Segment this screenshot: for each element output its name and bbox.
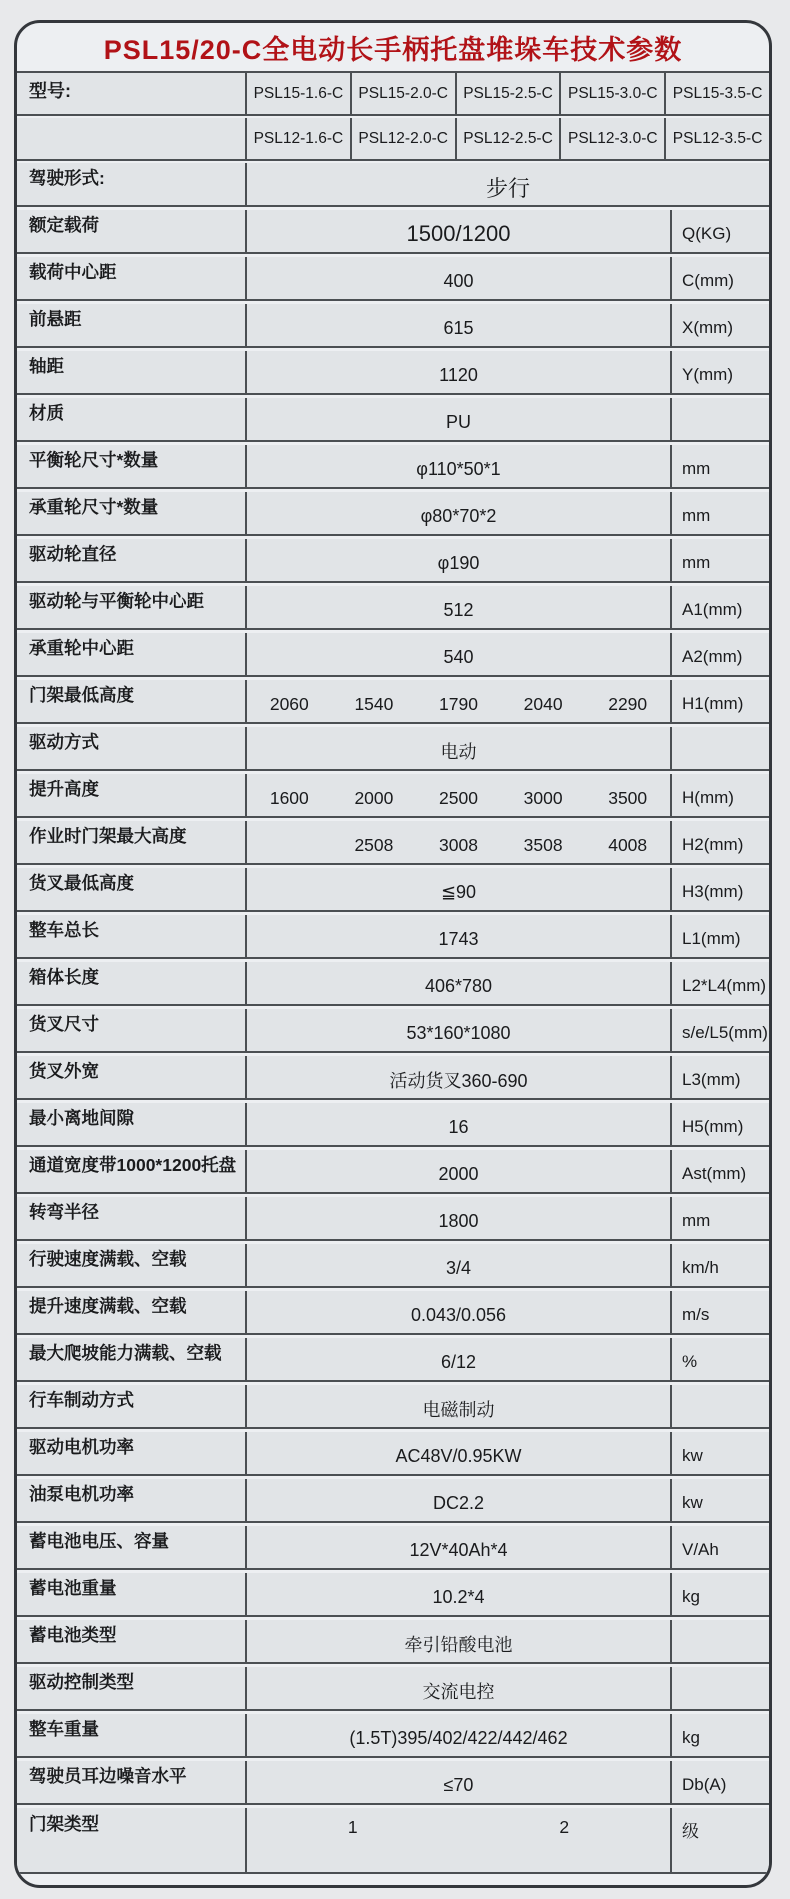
spec-label: 通道宽度带1000*1200托盘 [29,1155,237,1175]
spec-label: 转弯半径 [29,1202,99,1222]
model-cell: PSL12-2.0-C [350,118,455,159]
spec-unit: kg [670,1573,769,1615]
spec-row [17,821,769,865]
spec-row [17,1291,769,1335]
spec-unit: L3(mm) [670,1056,769,1098]
spec-unit: A2(mm) [670,633,769,675]
spec-row [17,1526,769,1570]
spec-value: 400 [245,257,670,299]
value-slot: 1540 [354,693,394,714]
spec-unit: kw [670,1479,769,1521]
spec-label: 货叉尺寸 [29,1014,99,1034]
spec-unit: A1(mm) [670,586,769,628]
value-slot: 3500 [608,787,648,808]
spec-unit: mm [670,492,769,534]
spec-row [17,492,769,536]
spec-value: 406*780 [245,962,670,1004]
model-cell: PSL15-3.0-C [559,73,664,114]
model-header-label: 型号: [29,81,71,101]
model-cell: PSL15-2.0-C [350,73,455,114]
spec-row [17,1573,769,1617]
spec-unit: H3(mm) [670,868,769,910]
spec-row [17,1009,769,1053]
spec-value: AC48V/0.95KW [245,1432,670,1474]
spec-unit: H2(mm) [670,821,769,863]
spec-unit: s/e/L5(mm) [670,1009,769,1051]
spec-row [17,1432,769,1476]
spec-value: 6/12 [245,1338,670,1380]
spec-row [17,398,769,442]
spec-label: 驱动电机功率 [29,1437,134,1457]
spec-row [17,1150,769,1194]
spec-value: 0.043/0.056 [245,1291,670,1333]
spec-value [245,1808,670,1872]
value-slot: 3008 [439,834,478,855]
spec-value: DC2.2 [245,1479,670,1521]
spec-row [17,1479,769,1523]
spec-value: 交流电控 [245,1667,670,1709]
model-header-label-empty [17,118,245,159]
spec-value: 电磁制动 [245,1385,670,1427]
spec-value: ≦90 [245,868,670,910]
spec-label: 蓄电池电压、容量 [29,1531,169,1551]
spec-row [17,304,769,348]
value-slot: 2508 [354,834,394,855]
spec-value: 10.2*4 [245,1573,670,1615]
spec-row [17,539,769,583]
spec-label: 最小离地间隙 [29,1108,134,1128]
spec-unit: mm [670,1197,769,1239]
value-slot: 2 [559,1817,570,1837]
spec-label: 驱动方式 [29,732,99,752]
spec-unit: X(mm) [670,304,769,346]
spec-unit: % [670,1338,769,1380]
spec-label: 额定载荷 [29,215,99,235]
spec-row [17,1103,769,1147]
spec-unit: kw [670,1432,769,1474]
spec-unit: V/Ah [670,1526,769,1568]
spec-row [17,1197,769,1241]
spec-label: 油泵电机功率 [29,1484,134,1504]
spec-value: 12V*40Ah*4 [245,1526,670,1568]
spec-label: 提升速度满载、空载 [29,1296,187,1316]
spec-unit: mm [670,445,769,487]
spec-row [17,727,769,771]
spec-row [17,1714,769,1758]
spec-unit: C(mm) [670,257,769,299]
spec-label: 行车制动方式 [29,1390,134,1410]
spec-unit: mm [670,539,769,581]
spec-label: 提升高度 [29,779,99,799]
spec-sheet-card [14,20,772,1888]
spec-row [17,680,769,724]
spec-unit: Ast(mm) [670,1150,769,1192]
spec-value: 步行 [245,163,769,205]
spec-row [17,445,769,489]
spec-label: 整车总长 [29,920,99,940]
value-slot: 2000 [354,787,394,808]
spec-row [17,1761,769,1805]
spec-row [17,163,769,207]
spec-unit: L1(mm) [670,915,769,957]
spec-label: 轴距 [29,356,64,376]
spec-label: 材质 [29,403,64,423]
value-slot: 1 [347,1817,358,1837]
spec-label: 蓄电池类型 [29,1625,117,1645]
spec-row [17,1808,769,1874]
spec-row [17,915,769,959]
spec-label: 承重轮尺寸*数量 [29,497,159,517]
spec-row [17,962,769,1006]
spec-label: 货叉外宽 [29,1061,99,1081]
spec-value: φ190 [245,539,670,581]
spec-row [17,868,769,912]
model-cell: PSL12-3.0-C [559,118,664,159]
spec-label: 载荷中心距 [29,262,117,282]
spec-label: 最大爬坡能力满载、空载 [29,1343,222,1363]
spec-unit: km/h [670,1244,769,1286]
spec-value: φ80*70*2 [245,492,670,534]
spec-value: 16 [245,1103,670,1145]
spec-label: 前悬距 [29,309,82,329]
value-slot: 2290 [608,693,648,714]
value-slot: 2040 [523,693,563,714]
spec-value: 53*160*1080 [245,1009,670,1051]
spec-unit: 级 [670,1808,769,1872]
model-cell: PSL12-3.5-C [664,118,769,159]
spec-label: 驾驶形式: [29,168,105,188]
spec-rows [17,163,769,1874]
spec-value: 1120 [245,351,670,393]
spec-row [17,774,769,818]
spec-row [17,586,769,630]
spec-value [245,821,670,863]
spec-unit: L2*L4(mm) [670,962,769,1004]
spec-label: 行驶速度满载、空载 [29,1249,187,1269]
spec-unit [670,1620,769,1662]
spec-unit: H1(mm) [670,680,769,722]
spec-row [17,210,769,254]
spec-value: 电动 [245,727,670,769]
spec-value: (1.5T)395/402/422/442/462 [245,1714,670,1756]
spec-value: 活动货叉360-690 [245,1056,670,1098]
spec-unit [670,727,769,769]
spec-label: 整车重量 [29,1719,99,1739]
spec-row [17,1667,769,1711]
spec-label: 承重轮中心距 [29,638,134,658]
value-slot: 2060 [269,693,309,714]
spec-unit: kg [670,1714,769,1756]
spec-label: 门架最低高度 [29,685,134,705]
spec-row [17,1056,769,1100]
spec-label: 门架类型 [29,1814,99,1834]
model-header-row-psl15 [17,73,769,116]
spec-label: 箱体长度 [29,967,99,987]
spec-value: 512 [245,586,670,628]
spec-unit [670,398,769,440]
spec-unit [670,1385,769,1427]
spec-value: 540 [245,633,670,675]
spec-value: 1800 [245,1197,670,1239]
spec-value [245,774,670,816]
model-cell: PSL15-1.6-C [245,73,350,114]
spec-label: 平衡轮尺寸*数量 [29,450,159,470]
value-slot: 2500 [439,787,478,808]
spec-row [17,1338,769,1382]
spec-unit [670,1667,769,1709]
spec-value: 牵引铅酸电池 [245,1620,670,1662]
spec-unit: H5(mm) [670,1103,769,1145]
spec-label: 驱动控制类型 [29,1672,134,1692]
spec-unit: m/s [670,1291,769,1333]
value-slot: 1790 [439,693,478,714]
model-cell: PSL12-1.6-C [245,118,350,159]
spec-value: 615 [245,304,670,346]
spec-row [17,351,769,395]
spec-label: 驾驶员耳边噪音水平 [29,1766,187,1786]
spec-value: ≤70 [245,1761,670,1803]
spec-value: 3/4 [245,1244,670,1286]
model-header [17,73,769,161]
spec-row [17,1385,769,1429]
page-title: PSL15/20-C全电动长手柄托盘堆垛车技术参数 [17,23,769,73]
spec-unit: Y(mm) [670,351,769,393]
spec-value [245,680,670,722]
model-cell: PSL15-2.5-C [455,73,560,114]
value-slot: 3508 [523,834,563,855]
spec-value: 2000 [245,1150,670,1192]
value-slot: 3000 [523,787,563,808]
spec-label: 作业时门架最大高度 [29,826,187,846]
model-cell: PSL15-3.5-C [664,73,769,114]
model-header-row-psl12 [17,118,769,161]
spec-value: PU [245,398,670,440]
spec-row [17,257,769,301]
spec-row [17,1244,769,1288]
value-slot: 1600 [269,787,309,808]
model-cell: PSL12-2.5-C [455,118,560,159]
spec-unit: Q(KG) [670,210,769,252]
spec-label: 蓄电池重量 [29,1578,117,1598]
spec-value: 1500/1200 [245,210,670,252]
spec-label: 驱动轮直径 [29,544,117,564]
spec-value: 1743 [245,915,670,957]
spec-value: φ110*50*1 [245,445,670,487]
value-slot: 4008 [608,834,648,855]
spec-row [17,633,769,677]
spec-label: 驱动轮与平衡轮中心距 [29,591,204,611]
spec-unit: Db(A) [670,1761,769,1803]
spec-unit: H(mm) [670,774,769,816]
spec-row [17,1620,769,1664]
spec-label: 货叉最低高度 [29,873,134,893]
